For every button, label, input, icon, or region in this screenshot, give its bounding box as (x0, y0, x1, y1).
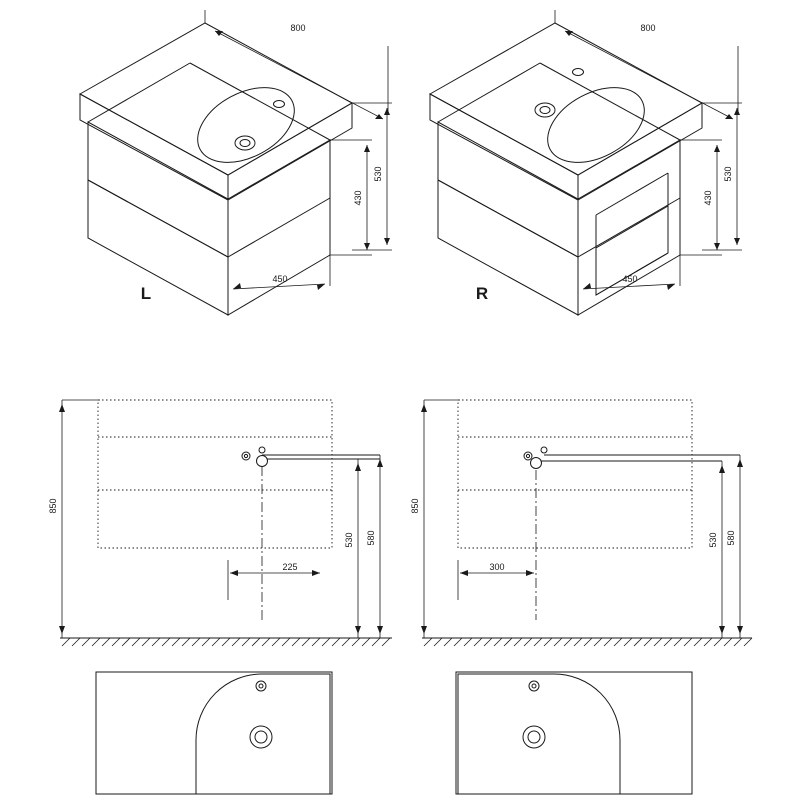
iso-view-left (80, 10, 392, 315)
dim-elev-left-530: 530 (344, 532, 354, 548)
dim-elev-left-580: 580 (366, 530, 376, 546)
dim-elev-right-300: 300 (489, 562, 505, 572)
elevation-view-left (48, 400, 392, 646)
dim-elev-right-530: 530 (708, 532, 718, 548)
dim-iso-left-height-total: 530 (373, 166, 383, 182)
variant-label-left: L (140, 284, 152, 303)
dim-iso-right-height-total: 530 (723, 166, 733, 182)
dim-elev-left-850: 850 (48, 498, 58, 514)
dim-iso-left-depth: 450 (272, 274, 288, 284)
dim-iso-left-width: 800 (290, 23, 306, 33)
iso-view-right (430, 10, 742, 315)
dim-elev-right-580: 580 (726, 530, 736, 546)
dim-iso-right-depth: 450 (622, 274, 638, 284)
plan-view-left (96, 672, 332, 794)
dim-iso-right-width: 800 (640, 23, 656, 33)
variant-label-right: R (475, 284, 489, 303)
dim-elev-right-850: 850 (410, 498, 420, 514)
plan-view-right (456, 672, 692, 794)
dim-iso-right-height-body: 430 (703, 190, 713, 206)
elevation-view-right (410, 400, 752, 646)
dim-elev-left-225: 225 (282, 562, 298, 572)
dim-iso-left-height-body: 430 (353, 190, 363, 206)
